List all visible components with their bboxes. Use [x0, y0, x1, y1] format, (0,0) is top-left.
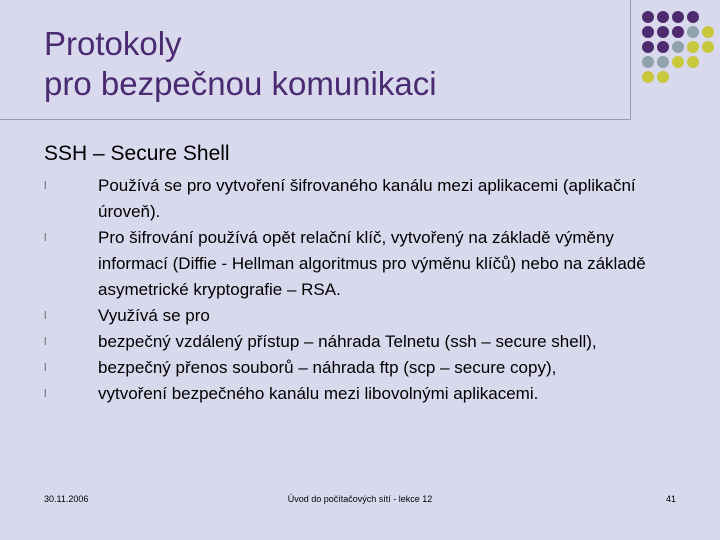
footer-title: Úvod do počítačových sítí - lekce 12: [287, 494, 433, 504]
bullet-marker: l: [44, 388, 47, 400]
decorative-dot: [657, 41, 669, 53]
section-heading: SSH – Secure Shell: [44, 142, 230, 165]
title-line-2: pro bezpečnou komunikaci: [44, 65, 437, 102]
decorative-dot: [687, 56, 699, 68]
decorative-dot: [672, 11, 684, 23]
decorative-dot: [672, 26, 684, 38]
footer-date: 30.11.2006: [44, 494, 89, 504]
decorative-dot: [657, 71, 669, 83]
decorative-dot: [702, 26, 714, 38]
decorative-dot: [642, 71, 654, 83]
bullet-text: vytvoření bezpečného kanálu mezi libovolnými aplikacemi.: [98, 384, 539, 403]
decorative-dot: [657, 11, 669, 23]
bullet-text: Pro šifrování používá opět relační klíč, vytvořený na základě výměny informací (Diffie - Hellman algoritmus pro výměnu klíčů) nebo na základě asymetrické kryptografie – RSA.: [98, 228, 646, 299]
bullet-marker: l: [44, 362, 47, 374]
bullet-list: [44, 173, 684, 407]
decorative-dot: [672, 56, 684, 68]
list-item: [44, 329, 684, 355]
bullet-marker: l: [44, 336, 47, 348]
decorative-dot: [642, 56, 654, 68]
list-item: [44, 173, 684, 225]
decorative-dot: [657, 26, 669, 38]
page-number: 41: [665, 494, 676, 504]
list-item: [44, 225, 684, 303]
decorative-dot: [702, 41, 714, 53]
list-item: [44, 303, 684, 329]
bullet-text: Využívá se pro: [98, 306, 210, 325]
decorative-dot: [687, 41, 699, 53]
title-line-1: Protokoly: [44, 25, 182, 62]
bullet-marker: l: [44, 310, 47, 322]
decorative-dot: [672, 41, 684, 53]
bullet-marker: l: [44, 180, 47, 192]
bullet-text: Používá se pro vytvoření šifrovaného kanálu mezi aplikacemi (aplikační úroveň).: [98, 176, 636, 221]
bullet-text: bezpečný vzdálený přístup – náhrada Telnetu (ssh – secure shell),: [98, 332, 597, 351]
decorative-dot: [642, 26, 654, 38]
decorative-dot: [657, 56, 669, 68]
decorative-dot: [642, 41, 654, 53]
decorative-dot: [687, 26, 699, 38]
decorative-dot-grid: [0, 0, 720, 120]
list-item: [44, 381, 684, 407]
bullet-text: bezpečný přenos souborů – náhrada ftp (scp – secure copy),: [98, 358, 557, 377]
bullet-marker: l: [44, 232, 47, 244]
decorative-dot: [642, 11, 654, 23]
decorative-dot: [687, 11, 699, 23]
list-item: [44, 355, 684, 381]
